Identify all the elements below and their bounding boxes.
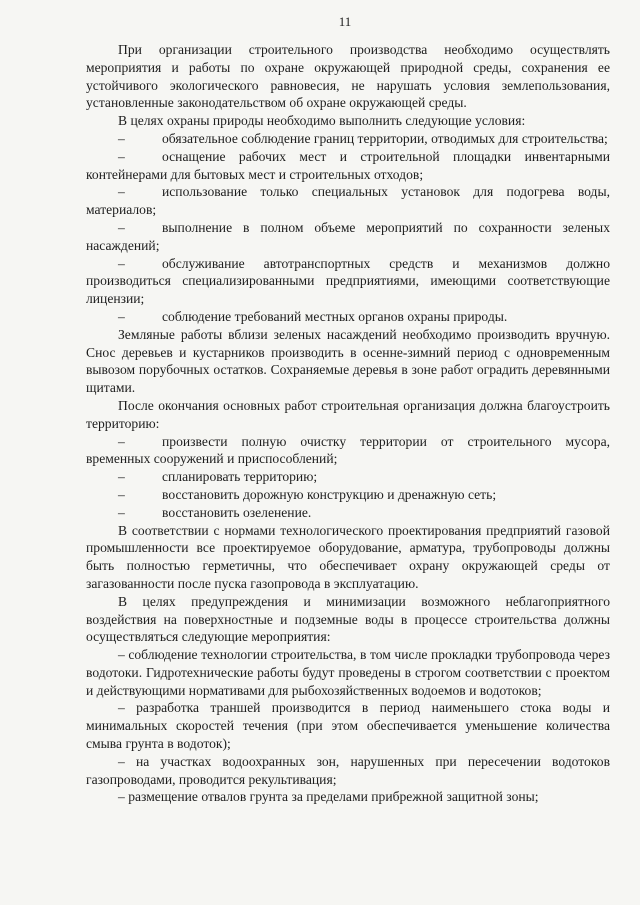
- list-dash: –: [118, 308, 125, 324]
- list-item: – соблюдение технологии строительства, в том числе прокладки трубопровода через водотоки. Гидротехнические работы будут проведены в строгом соответствии с проектом и действующими нормативами для рыбохозяйственных водоемов и водотоков;: [86, 647, 610, 698]
- document-body: [86, 41, 610, 806]
- list-item: – разработка траншей производится в период наименьшего стока воды и минимальных скоростей течения (при этом обеспечивается уменьшение количества смыва грунта в водоток);: [86, 700, 610, 752]
- list-item: [86, 433, 610, 469]
- list-item-text: обслуживание автотранспортных средств и механизмов должно производиться специализированными предприятиями, имеющими соответствующие лицензии;: [86, 255, 610, 307]
- list-item: [86, 504, 610, 522]
- list-item: – на участках водоохранных зон, нарушенных при пересечении водотоков газопроводами, проводится рекультивация;: [86, 753, 610, 787]
- page-number: 11: [338, 14, 352, 29]
- list-dash: –: [118, 433, 125, 449]
- list-dash: –: [118, 469, 125, 485]
- list-item-text: восстановить озеленение.: [162, 504, 312, 520]
- list-item: [86, 130, 610, 148]
- list-dash: –: [118, 504, 125, 520]
- list-dash: –: [118, 148, 125, 164]
- list-item-text: спланировать территорию;: [162, 469, 318, 485]
- list-item-text: обязательное соблюдение границ территории, отводимых для строительства;: [162, 130, 608, 146]
- list-dash: –: [118, 219, 125, 235]
- list-item-text: соблюдение требований местных органов охраны природы.: [162, 308, 508, 324]
- list-item: [86, 219, 610, 255]
- list-dash: –: [118, 255, 125, 271]
- list-item: [86, 486, 610, 504]
- list-item-text: использование только специальных установок для подогрева воды, материалов;: [86, 184, 610, 218]
- list-dash: –: [118, 486, 125, 502]
- paragraph: В соответствии с нормами технологического проектирования предприятий газовой промышленности все проектируемое оборудование, арматура, трубопроводы должны быть полностью герметичны, что обеспечивает охрану окружающей среды от загазованности после пуска газопровода в эксплуатацию.: [86, 522, 610, 591]
- paragraph: Земляные работы вблизи зеленых насаждений необходимо производить вручную. Снос деревьев и кустарников производить в осенне-зимний период с одновременным вывозом порубочных остатков. Сохраняемые деревья в зоне работ оградить деревянными щитами.: [86, 326, 610, 396]
- paragraph: В целях предупреждения и минимизации возможного неблагоприятного воздействия на поверхностные и подземные воды в процессе строительства должны осуществляться следующие мероприятия:: [86, 593, 610, 645]
- list-item: [86, 308, 610, 326]
- list-item: – размещение отвалов грунта за пределами прибрежной защитной зоны;: [118, 789, 539, 805]
- list-item: [86, 468, 610, 486]
- paragraph: При организации строительного производства необходимо осуществлять мероприятия и работы по охране окружающей природной среды, сохранения ее устойчивого экологического равновесия, не нарушать условия землепользования, установленные законодательством об охране окружающей среды.: [86, 42, 610, 111]
- list-dash: –: [118, 130, 125, 146]
- list-item-text: выполнение в полном объеме мероприятий по сохранности зеленых насаждений;: [86, 219, 610, 253]
- paragraph: После окончания основных работ строительная организация должна благоустроить территорию:: [86, 397, 610, 431]
- list-item-text: восстановить дорожную конструкцию и дренажную сеть;: [162, 486, 497, 502]
- list-item: [86, 148, 610, 184]
- list-item: [86, 255, 610, 308]
- list-dash: –: [118, 184, 125, 200]
- paragraph: В целях охраны природы необходимо выполнить следующие условия:: [118, 113, 526, 129]
- list-item-text: оснащение рабочих мест и строительной площадки инвентарными контейнерами для бытовых мест и строительных отходов;: [86, 148, 610, 182]
- list-item-text: произвести полную очистку территории от строительного мусора, временных сооружений и приспособлений;: [86, 433, 610, 467]
- list-item: [86, 183, 610, 219]
